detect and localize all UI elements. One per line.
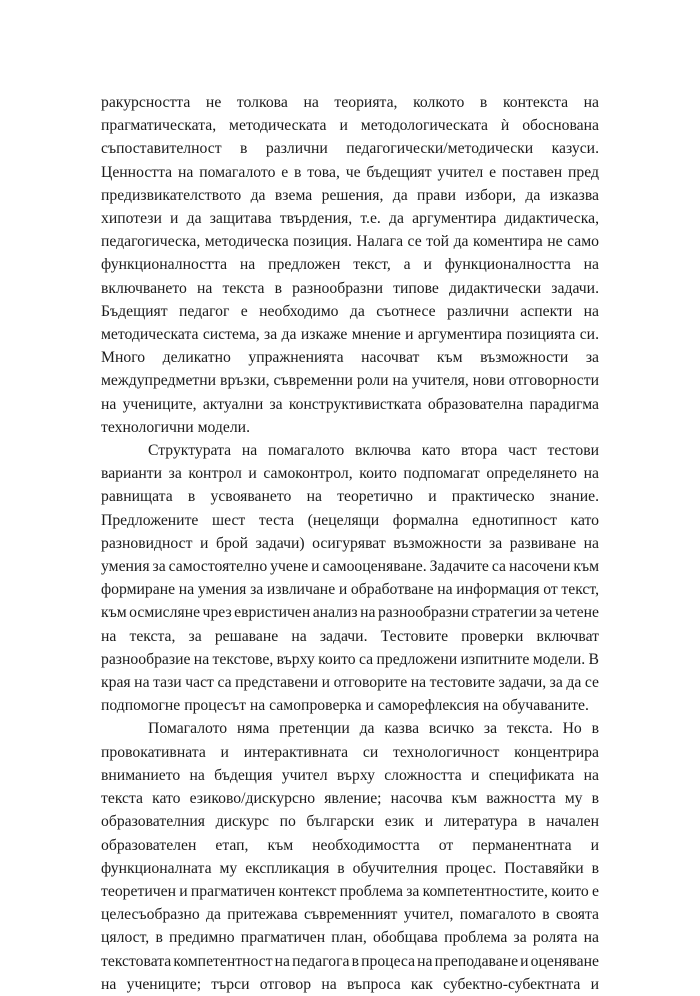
text-line: Помагалото няма претенции да казва всичко за текста. Но в xyxy=(148,720,599,738)
text-line: към осмисляне чрез евристичен анализ на разнообразни стратегии за четене xyxy=(101,604,599,622)
text-line: подпомогне процесът на самопроверка и саморефлексия на обучаваните. xyxy=(101,697,589,715)
text-line: разнообразие на текстове, върху които са предложени изпитните модели. В xyxy=(101,650,599,668)
text-line: хипотези и да защитава твърдения, т.е. да аргументира дидактическа, xyxy=(101,210,599,228)
text-line: функционалната му експликация в обучителния процес. Поставяйки в xyxy=(101,859,599,877)
text-line: методическата система, за да изкаже мнение и аргументира позицията си. xyxy=(101,326,599,344)
text-line: разновидност и брой задачи) осигуряват възможности за развиване на xyxy=(101,534,599,552)
text-line: Много деликатно упражненията насочват към възможности за xyxy=(101,349,599,367)
text-line: на учениците; търси отговор на въпроса как субектно-субектната и xyxy=(101,975,599,993)
text-line: вниманието на бъдещия учител върху сложността и спецификата на xyxy=(101,766,599,784)
text-line: на текста, за решаване на задачи. Тестовите проверки включват xyxy=(101,627,599,645)
text-line: прагматическата, методическата и методологическата ѝ обоснована xyxy=(101,117,599,135)
paragraph-3 xyxy=(101,717,599,995)
text-line: цялост, в предимно прагматичен план, обобщава проблема за ролята на xyxy=(101,929,599,947)
text-line: образователния дискурс по български език и литература в начален xyxy=(101,813,599,831)
paragraph-1 xyxy=(101,91,599,439)
text-line: текста като езиково/дискурсно явление; насочва към важността му в xyxy=(101,790,599,808)
text-line: Бъдещият педагог е необходимо да съотнесе различни аспекти на xyxy=(101,302,599,320)
text-line: Ценността на помагалото е в това, че бъдещият учител е поставен пред xyxy=(101,163,599,181)
text-line: формиране на умения за извличане и обработване на информация от текст, xyxy=(101,581,599,599)
text-line: Структурата на помагалото включва като втора част тестови xyxy=(148,442,599,460)
body-text xyxy=(101,91,599,996)
text-line: предизвикателството да взема решения, да прави избори, да изказва xyxy=(101,186,599,204)
text-line: текстовата компетентност на педагога в процеса на преподаване и оценяване xyxy=(101,952,599,970)
text-line: образователен етап, към необходимостта от перманентната и xyxy=(101,836,599,854)
text-line: педагогическа, методическа позиция. Налага се той да коментира не само xyxy=(101,233,599,251)
text-line: ракурсността не толкова на теорията, колкото в контекста на xyxy=(101,94,599,111)
text-line: умения за самостоятелно учене и самооценяване. Задачите са насочени към xyxy=(101,558,599,576)
text-line: междупредметни връзки, съвременни роли на учителя, нови отговорности xyxy=(101,372,599,390)
text-line: провокативната и интерактивната си технологичност концентрира xyxy=(101,743,599,761)
text-line: варианти за контрол и самоконтрол, които подпомагат определянето на xyxy=(101,465,599,483)
text-line: Предложените шест теста (нецелящи формална еднотипност като xyxy=(101,511,599,529)
text-line: равнищата в усвояването на теоретично и практическо знание. xyxy=(101,488,599,506)
text-line: целесъобразно да притежава съвременният учител, помагалото в своята xyxy=(101,906,599,924)
text-line: технологични модели. xyxy=(101,418,250,436)
paragraph-2 xyxy=(101,439,599,717)
text-line: съпоставителност в различни педагогически/методически казуси. xyxy=(101,140,599,158)
text-line: включването на текста в разнообразни типове дидактически задачи. xyxy=(101,279,599,297)
text-line: на учениците, актуални за конструктивистката образователна парадигма xyxy=(101,395,599,413)
text-line: теоретичен и прагматичен контекст проблема за компетентностите, които е xyxy=(101,882,599,900)
text-line: функционалността на предложен текст, а и функционалността на xyxy=(101,256,599,274)
text-line: края на тази част са представени и отговорите на тестовите задачи, за да се xyxy=(101,674,599,692)
